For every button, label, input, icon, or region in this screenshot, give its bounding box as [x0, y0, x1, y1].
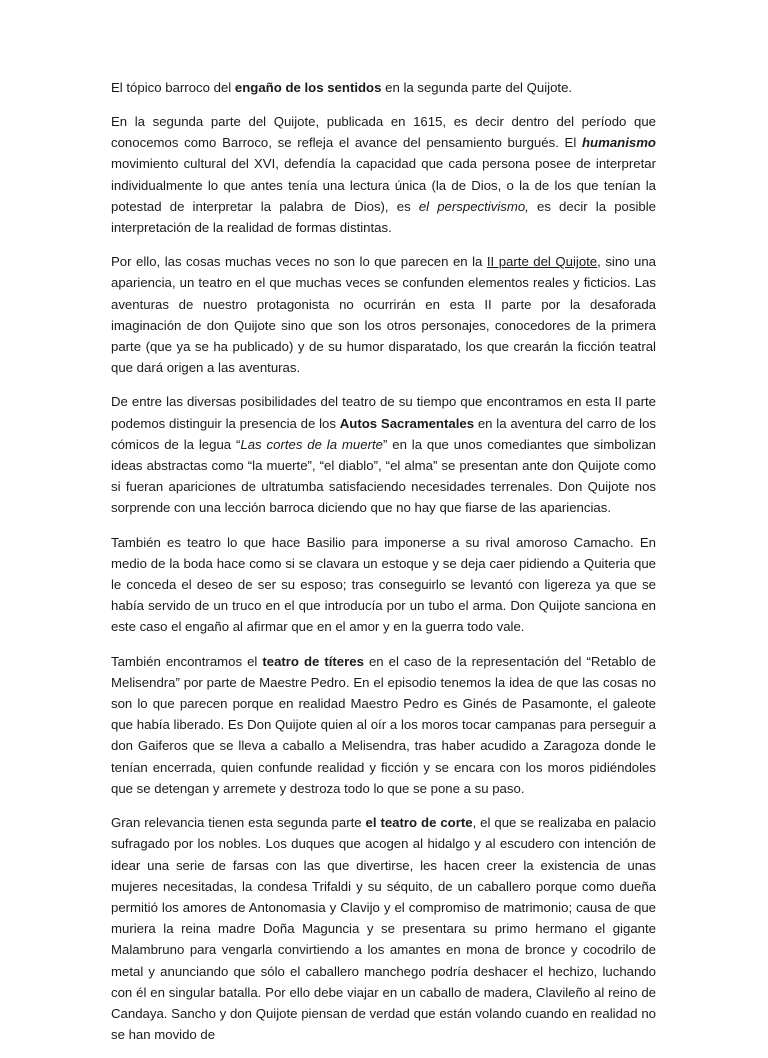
title-text-before: El tópico barroco del	[111, 80, 235, 95]
document-page	[111, 78, 656, 1058]
link-ii-parte-quijote[interactable]: II parte del Quijote	[486, 254, 598, 270]
paragraph-text: es decir la posible interpretación de la realidad de formas distintas.	[111, 198, 656, 236]
title-text-after: en la segunda parte del Quijote.	[381, 80, 573, 95]
paragraph-text: En la segunda parte del Quijote, publicada en 1615, es decir dentro del período que conocemos como Barroco, se refleja el avance del pensamiento burgués. El	[111, 114, 656, 151]
paragraph-autos-sacramentales	[111, 391, 656, 518]
paragraph-text: Por ello, las cosas muchas veces no son lo que parecen en la	[111, 254, 487, 270]
emphasis-teatro-titeres: teatro de títeres	[262, 653, 364, 669]
paragraph-text: ” en la que unos comediantes que simbolizan ideas abstractas como “la muerte”, “el diablo”, “el alma” se presentan ante don Quijote como si fueran apariciones de ultratumba satisfaciendo necesidades terrenales. Don Quijote nos sorprende con una lección barroca diciendo que no hay que fiarse de las apariencias.	[111, 436, 656, 516]
document-title	[111, 78, 656, 98]
paragraph-teatro-corte	[111, 812, 656, 1045]
paragraph-text: También encontramos el	[111, 653, 263, 669]
emphasis-perspectivismo: el perspectivismo,	[418, 198, 529, 214]
paragraph-teatro-titeres	[111, 651, 656, 799]
emphasis-teatro-corte: el teatro de corte	[365, 815, 473, 831]
paragraph-text: movimiento cultural del XVI, defendía la capacidad que cada persona posee de interpretar individualmente lo que antes tenía una lectura única (la de Dios, o la de los que tenían la potestad de interpretar la palabra de Dios), es	[111, 156, 656, 214]
paragraph-text: También es teatro lo que hace Basilio para imponerse a su rival amoroso Camacho. En medio de la boda hace como si se clavara un estoque y se deja caer pidiendo a Quiteria que le conceda el deseo de ser su esposo; tras conseguirlo se levantó con ligereza ya que se había servido de un truco en el que introducía por un tubo el arma. Don Quijote sanciona en este caso el engaño al afirmar que en el amor y en la guerra todo vale.	[111, 534, 656, 635]
title-bold-phrase: engaño de los sentidos	[234, 80, 382, 95]
emphasis-autos-sacramentales: Autos Sacramentales	[339, 415, 475, 431]
paragraph-text: , el que se realizaba en palacio sufragado por los nobles. Los duques que acogen al hidalgo y al escudero con intención de idear una serie de farsas con las que divertirse, les hacen creer la existencia de unas mujeres necesitadas, la condesa Trifaldi y su séquito, de un caballero porque como dueña permitió los amores de Antonomasia y Clavijo y el compromiso de matrimonio; causa de que muriera la reina madre Doña Maguncia y se presentara su primo hermano el gigante Malambruno para vengarla convirtiendo a los amantes en mona de bronce y cocodrilo de metal y anunciando que sólo el caballero manchego podría deshacer el hechizo, luchando con él en singular batalla. Por ello debe viajar en un caballo de madera, Clavileño al reino de Candaya. Sancho y don Quijote piensan de verdad que están volando cuando en realidad no se han movido de	[111, 815, 656, 1043]
paragraph-text: en el caso de la representación del “Retablo de Melisendra” por parte de Maestre Pedro. En el episodio tenemos la idea de que las cosas no son lo que parecen porque en realidad Maestro Pedro es Ginés de Pasamonte, el galeote que había liberado. Es Don Quijote quien al oír a los moros tocar campanas para perseguir a don Gaiferos que se lleva a caballo a Melisendra, tras haber acudido a Zaragoza donde le tenían encerrada, quien confunde realidad y ficción y se encara con los moros pidiéndoles que se detengan y arremete y destroza todo lo que se pone a su paso.	[111, 653, 656, 796]
paragraph-text: De entre las diversas posibilidades del teatro de su tiempo que encontramos en esta II parte podemos distinguir la presencia de los	[111, 394, 656, 431]
emphasis-cortes-muerte: Las cortes de la muerte	[240, 436, 383, 452]
paragraph-basilio	[111, 532, 656, 638]
paragraph-apariencia	[111, 251, 656, 378]
paragraph-text: , sino una apariencia, un teatro en el que muchas veces se confunden elementos reales y ficticios. Las aventuras de nuestro protagonista no ocurrirán en esta II parte por la desaforada imaginación de don Quijote sino que son los otros personajes, conocedores de la primera parte (que ya se ha publicado) y de su humor disparatado, los que crearán la ficción teatral que dará origen a las aventuras.	[111, 254, 657, 376]
paragraph-text: Gran relevancia tienen esta segunda parte	[111, 815, 366, 831]
emphasis-humanismo: humanismo	[581, 135, 656, 151]
paragraph-humanismo	[111, 111, 656, 238]
paragraph-text: en la aventura del carro de los cómicos de la legua “	[111, 415, 657, 452]
